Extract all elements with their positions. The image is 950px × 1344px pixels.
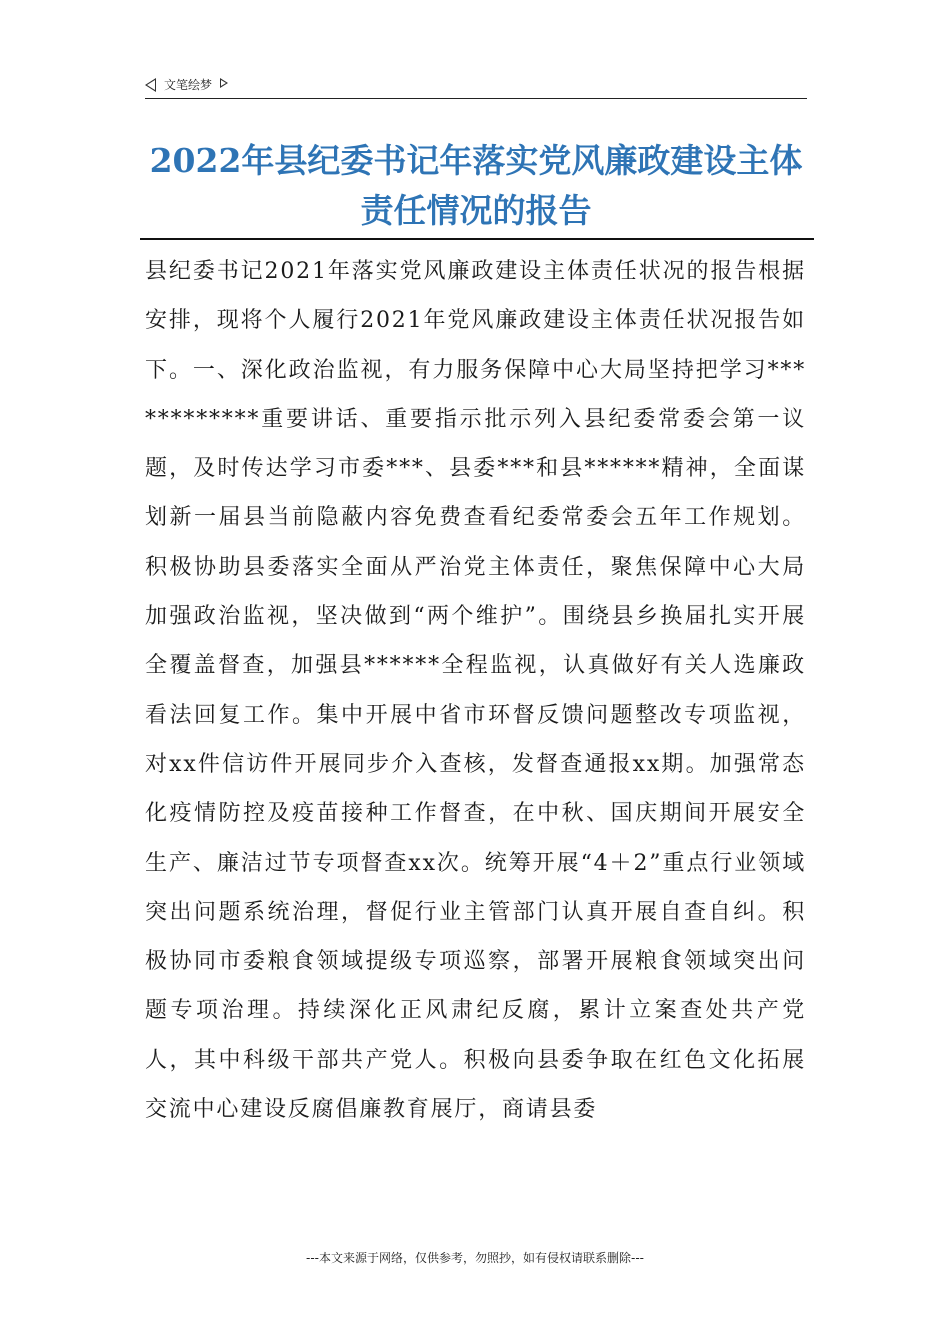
footer-notice: ---本文来源于网络，仅供参考，勿照抄，如有侵权请联系删除--- bbox=[306, 1251, 644, 1265]
triangle-left-icon bbox=[145, 78, 156, 92]
brand-label: 文笔绘梦 bbox=[164, 78, 213, 92]
document-title: 2022年县纪委书记年落实党风廉政建设主体责任情况的报告 bbox=[149, 141, 803, 230]
document-body: 县纪委书记2021年落实党风廉政建设主体责任状况的报告根据安排，现将个人履行2021年党风廉政建设主体责任状况报告如下。一、深化政治监视，有力服务保障中心大局坚持把学习************重要讲话、重要指示批示列入县纪委常委会第一议题，及时传达学习市委***、县委***和县******精神，全面谋划新一届县当前隐蔽内容免费查看纪委常委会五年工作规划。积极协助县委落实全面从严治党主体责任，聚焦保障中心大局加强政治监视，坚决做到“两个维护”。围绕县乡换届扎实开展全覆盖督查，加强县******全程监视，认真做好有关人选廉政看法回复工作。集中开展中省市环督反馈问题整改专项监视，对xx件信访件开展同步介入查核，发督查通报xx期。加强常态化疫情防控及疫苗接种工作督查，在中秋、国庆期间开展安全生产、廉洁过节专项督查xx次。统筹开展“4＋2”重点行业领域突出问题系统治理，督促行业主管部门认真开展自查自纠。积极协同市委粮食领域提级专项巡察，部署开展粮食领域突出问题专项治理。持续深化正风肃纪反腐，累计立案查处共产党人，其中科级干部共产党人。积极向县委争取在红色文化拓展交流中心建设反腐倡廉教育展厅，商请县委 bbox=[145, 259, 806, 1123]
page-header bbox=[145, 74, 807, 99]
brand bbox=[145, 76, 228, 93]
title-divider bbox=[140, 238, 814, 240]
triangle-right-icon bbox=[220, 78, 228, 88]
